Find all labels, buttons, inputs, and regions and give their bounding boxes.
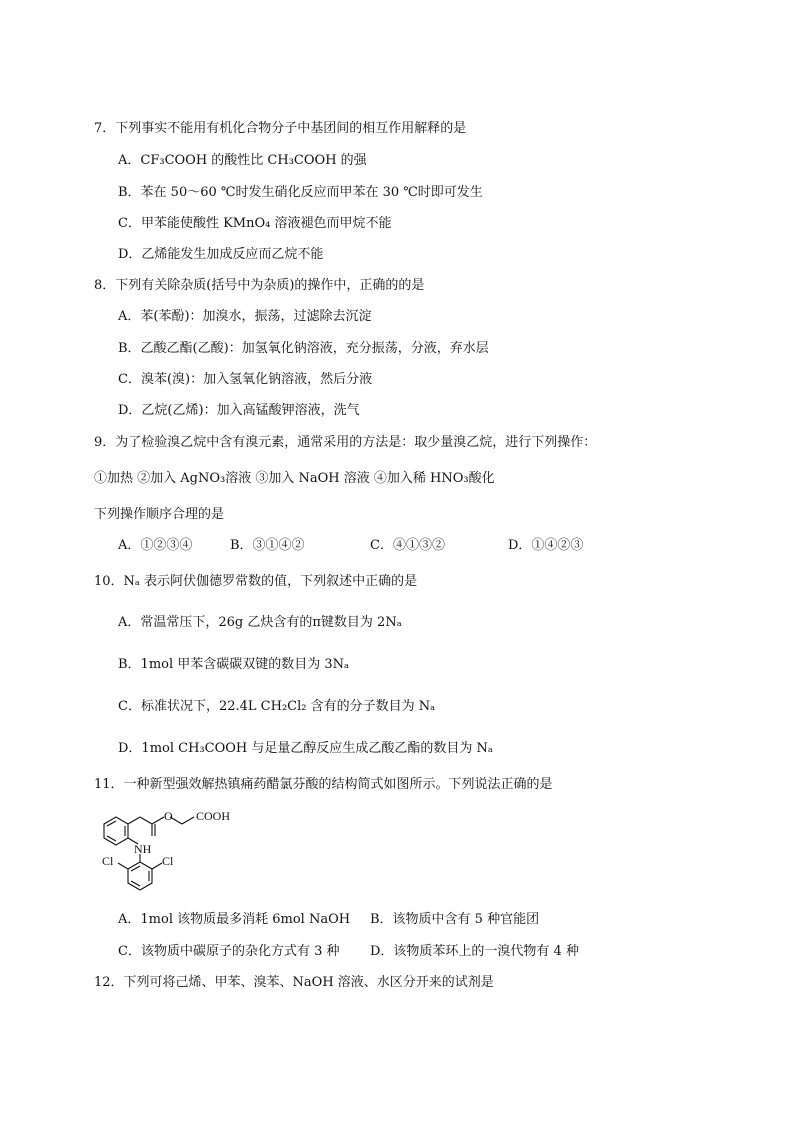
nh-label: NH	[134, 842, 152, 856]
question-7-option-a: A．CF₃COOH 的酸性比 CH₃COOH 的强	[118, 153, 367, 168]
question-7-option-c: C．甲苯能使酸性 KMnO₄ 溶液褪色而甲烷不能	[118, 216, 392, 231]
question-8-option-a: A．苯(苯酚)：加溴水，振荡，过滤除去沉淀	[118, 309, 372, 324]
question-11-option-d: D．该物质苯环上的一溴代物有 4 种	[370, 944, 579, 959]
question-8-option-b: B．乙酸乙酯(乙酸)：加氢氧化钠溶液，充分振荡，分液，弃水层	[118, 341, 489, 356]
question-10-option-c: C．标准状况下，22.4L CH₂Cl₂ 含有的分子数目为 Nₐ	[118, 699, 436, 714]
question-9-prompt: 下列操作顺序合理的是	[94, 507, 225, 522]
question-9-option-b: B．③①④②	[230, 538, 305, 553]
question-9-stem: 9．为了检验溴乙烷中含有溴元素，通常采用的方法是：取少量溴乙烷，进行下列操作：	[94, 435, 597, 450]
question-10-option-b: B．1mol 甲苯含碳碳双键的数目为 3Nₐ	[118, 657, 350, 672]
question-9-steps: ①加热 ②加入 AgNO₃溶液 ③加入 NaOH 溶液 ④加入稀 HNO₃酸化	[94, 471, 495, 486]
question-9-option-d: D．①④②③	[508, 538, 584, 553]
question-11-option-c: C．该物质中碳原子的杂化方式有 3 种	[118, 944, 340, 959]
question-8-stem: 8．下列有关除杂质(括号中为杂质)的操作中，正确的的是	[94, 278, 425, 293]
question-8-option-c: C．溴苯(溴)：加入氢氧化钠溶液，然后分液	[118, 372, 373, 387]
question-10-option-d: D．1mol CH₃COOH 与足量乙醇反应生成乙酸乙酯的数目为 Nₐ	[118, 741, 493, 756]
question-11-option-a: A．1mol 该物质最多消耗 6mol NaOH	[118, 912, 351, 927]
question-7-option-b: B．苯在 50～60 ℃时发生硝化反应而甲苯在 30 ℃时即可发生	[118, 185, 483, 200]
question-11-option-b: B．该物质中含有 5 种官能团	[370, 912, 540, 927]
question-7-option-d: D．乙烯能发生加成反应而乙烷不能	[118, 247, 324, 262]
ester-oxygen-label: O	[164, 809, 173, 823]
question-9-option-a: A．①②③④	[118, 538, 193, 553]
question-10-stem: 10．Nₐ 表示阿伏伽德罗常数的值，下列叙述中正确的是	[94, 574, 418, 589]
question-10-option-a: A．常温常压下，26g 乙炔含有的π键数目为 2Nₐ	[118, 615, 402, 630]
question-12-stem: 12．下列可将己烯、甲苯、溴苯、NaOH 溶液、水区分开来的试剂是	[94, 975, 494, 990]
chlorine-right-label: Cl	[162, 854, 174, 868]
question-8-option-d: D．乙烷(乙烯)：加入高锰酸钾溶液，洗气	[118, 403, 360, 418]
question-9-option-c: C．④①③②	[370, 538, 445, 553]
carboxyl-label: COOH	[196, 809, 231, 823]
aceclofenac-structure	[92, 796, 252, 906]
chlorine-left-label: Cl	[102, 854, 114, 868]
question-7-stem: 7．下列事实不能用有机化合物分子中基团间的相互作用解释的是	[94, 121, 467, 136]
question-11-stem: 11．一种新型强效解热镇痛药醋氯芬酸的结构简式如图所示。下列说法正确的是	[94, 777, 553, 792]
